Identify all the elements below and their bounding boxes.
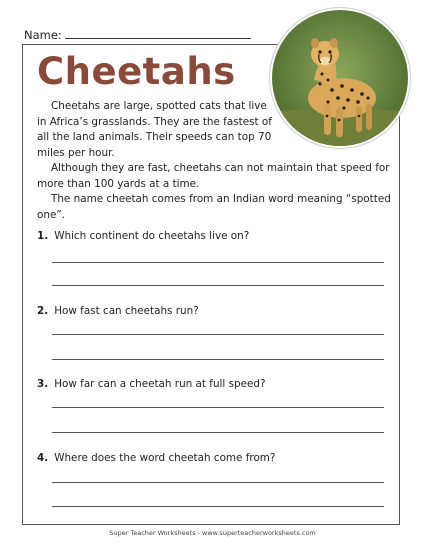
story-paragraph: The name cheetah comes from an Indian word meaning “spotted one”. [37, 193, 391, 221]
question-number: 4. [37, 452, 49, 464]
story-paragraph: Although they are fast, cheetahs can not maintain that speed for more than 100 yards at a time. [37, 162, 390, 190]
worksheet-title: Cheetahs [37, 50, 236, 93]
name-row [24, 27, 251, 42]
footer-credit: Super Teacher Worksheets - www.superteacherworksheets.com [109, 529, 316, 537]
answer-line[interactable] [52, 432, 384, 433]
question-3 [37, 378, 266, 390]
answer-line[interactable] [52, 334, 384, 335]
story-paragraph: Cheetahs are large, spotted cats that live in Africa’s grasslands. They are the fastest of all the land animals. Their speeds can top 70 miles per hour. [37, 100, 272, 159]
name-field[interactable] [65, 27, 251, 39]
question-number: 2. [37, 305, 49, 317]
answer-line[interactable] [52, 285, 384, 286]
question-2 [37, 305, 199, 317]
question-number: 1. [37, 230, 49, 242]
question-number: 3. [37, 378, 49, 390]
question-1 [37, 230, 249, 242]
name-label: Name: [24, 28, 62, 42]
answer-line[interactable] [52, 359, 384, 360]
story-text [37, 99, 392, 223]
question-text: Where does the word cheetah come from? [54, 452, 276, 464]
question-text: How fast can cheetahs run? [54, 305, 199, 317]
answer-line[interactable] [52, 482, 384, 483]
question-text: Which continent do cheetahs live on? [54, 230, 250, 242]
answer-line[interactable] [52, 262, 384, 263]
answer-line[interactable] [52, 407, 384, 408]
question-4 [37, 452, 275, 464]
question-text: How far can a cheetah run at full speed? [54, 378, 266, 390]
answer-line[interactable] [52, 506, 384, 507]
